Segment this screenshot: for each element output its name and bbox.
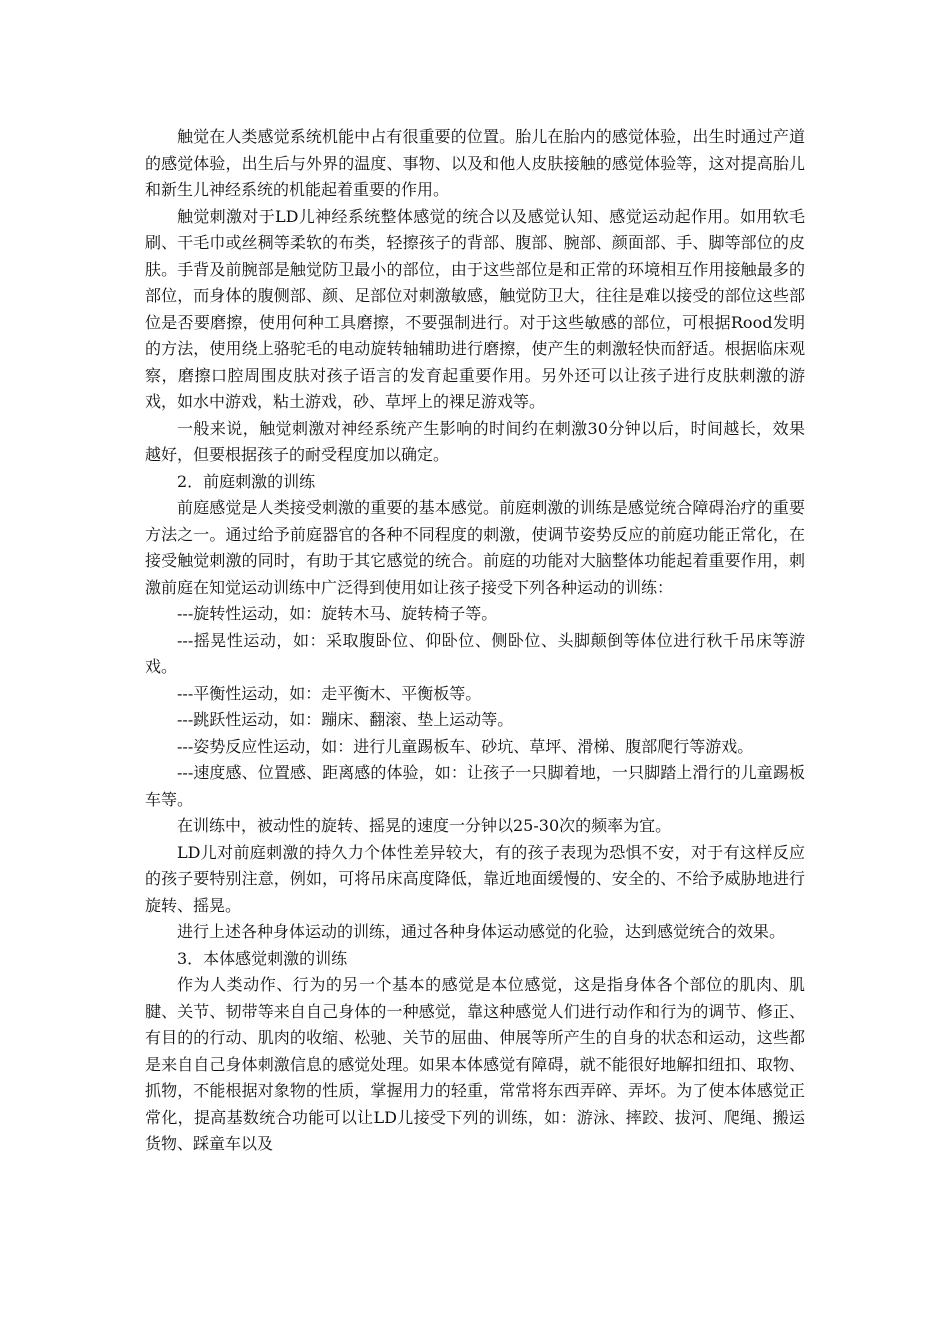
document-body (145, 124, 805, 1158)
paragraph-individual-differences: LD儿对前庭刺激的持久力个体性差异较大，有的孩子表现为恐惧不安，对于有这样反应的孩子要特别注意，例如，可将吊床高度降低，靠近地面缓慢的、安全的、不给予威胁地进行旋转、摇晃。 (145, 842, 805, 915)
list-item-speed-position: ---速度感、位置感、距离感的体验，如：让孩子一只脚着地，一只脚踏上滑行的儿童踢板车等。 (145, 763, 805, 809)
paragraph-tactile-timing: 一般来说，触觉刺激对神经系统产生影响的时间约在刺激30分钟以后，时间越长，效果越好，但要根据孩子的耐受程度加以确定。 (145, 418, 805, 464)
section-heading-proprioceptive: 3．本体感觉刺激的训练 (177, 948, 348, 968)
list-item-swinging: ---摇晃性运动，如：采取腹卧位、仰卧位、侧卧位、头脚颠倒等体位进行秋千吊床等游戏。 (145, 630, 805, 676)
paragraph-proprioceptive-intro: 作为人类动作、行为的另一个基本的感觉是本位感觉，这是指身体各个部位的肌肉、肌腱、关节、韧带等来自自己身体的一种感觉，靠这种感觉人们进行动作和行为的调节、修正、有目的的行动、肌肉的收缩、松驰、关节的屈曲、伸展等所产生的自身的状态和运动，这些都是来自自己身体刺激信息的感觉处理。如果本体感觉有障碍，就不能很好地解扣纽扣、取物、抓物，不能根据对象物的性质，掌握用力的轻重，常常将东西弄碎、弄坏。为了使本体感觉正常化，提高基数统合功能可以让LD儿接受下列的训练，如：游泳、摔跤、拔河、爬绳、搬运货物、踩童车以及 (145, 975, 805, 1153)
paragraph-integration-effect: 进行上述各种身体运动的训练，通过各种身体运动感觉的化验，达到感觉统合的效果。 (177, 922, 786, 941)
section-heading-vestibular: 2．前庭刺激的训练 (177, 471, 316, 491)
paragraph-training-frequency: 在训练中，被动性的旋转、摇晃的速度一分钟以25-30次的频率为宜。 (177, 816, 672, 835)
list-item-jumping: ---跳跃性运动，如：蹦床、翻滚、垫上运动等。 (177, 710, 514, 729)
paragraph-vestibular-intro: 前庭感觉是人类接受刺激的重要的基本感觉。前庭刺激的训练是感觉统合障碍治疗的重要方法之一。通过给予前庭器官的各种不同程度的刺激，使调节姿势反应的前庭功能正常化，在接受触觉刺激的同时，有助于其它感觉的统合。前庭的功能对大脑整体功能起着重要作用，刺激前庭在知觉运动训练中广泛得到使用如让孩子接受下列各种运动的训练： (145, 498, 805, 597)
list-item-rotation: ---旋转性运动，如：旋转木马、旋转椅子等。 (177, 604, 498, 623)
paragraph-tactile-intro: 触觉在人类感觉系统机能中占有很重要的位置。胎儿在胎内的感觉体验，出生时通过产道的感觉体验，出生后与外界的温度、事物、以及和他人皮肤接触的感觉体验等，这对提高胎儿和新生儿神经系统的机能起着重要的作用。 (145, 127, 805, 199)
list-item-balance: ---平衡性运动，如：走平衡木、平衡板等。 (177, 683, 482, 703)
paragraph-tactile-stimulation: 触觉刺激对于LD儿神经系统整体感觉的统合以及感觉认知、感觉运动起作用。如用软毛刷、干毛巾或丝稠等柔软的布类，轻擦孩子的背部、腹部、腕部、颜面部、手、脚等部位的皮肤。手背及前腕部是触觉防卫最小的部位，由于这些部位是和正常的环境相互作用接触最多的部位，而身体的腹侧部、颜、足部位对刺激敏感，触觉防卫大，往往是难以接受的部位这些部位是否要磨擦，使用何种工具磨擦，不要强制进行。对于这些敏感的部位，可根据Rood发明的方法，使用绕上骆驼毛的电动旋转轴辅助进行磨擦，使产生的刺激轻快而舒适。根据临床观察，磨擦口腔周围皮肤对孩子语言的发育起重要作用。另外还可以让孩子进行皮肤刺激的游戏，如水中游戏，粘土游戏，砂、草坪上的裸足游戏等。 (145, 206, 805, 411)
list-item-posture: ---姿势反应性运动，如：进行儿童踢板车、砂坑、草坪、滑梯、腹部爬行等游戏。 (177, 736, 754, 756)
